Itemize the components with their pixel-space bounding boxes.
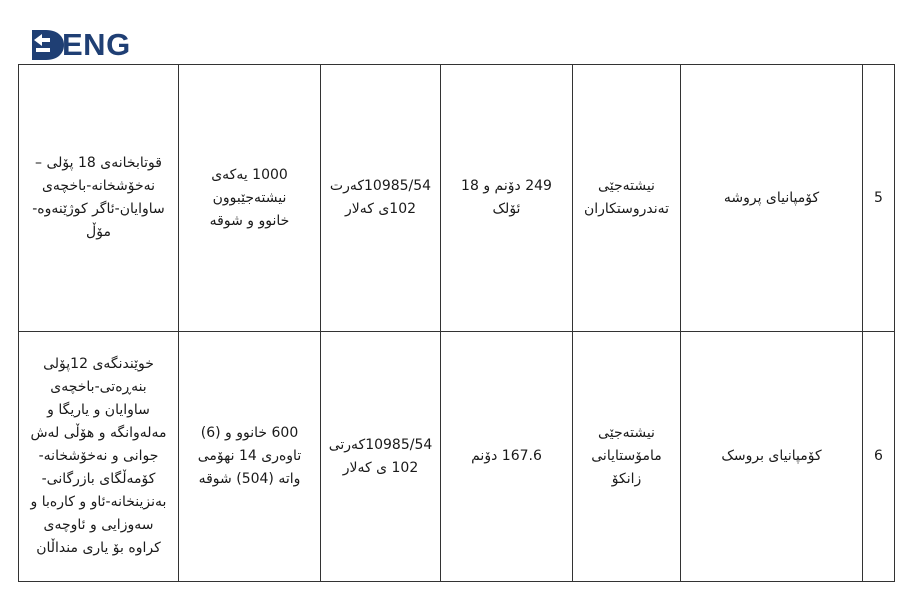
row-number-cell: 5 — [863, 65, 895, 332]
logo-text: ENG — [62, 27, 131, 62]
housing-units-cell: 600 خانوو و (6) تاوەری 14 نهۆمی واتە (504) شوقە — [179, 332, 321, 582]
parcel-cell: 10985/54کەرتی 102 ی کەلار — [321, 332, 441, 582]
table-row — [19, 65, 895, 332]
logo-d-mark — [30, 28, 66, 62]
company-cell: کۆمپانیای بروسک — [681, 332, 863, 582]
table-row — [19, 332, 895, 582]
row-number-cell: 6 — [863, 332, 895, 582]
area-cell: 249 دۆنم و 18 ئۆلک — [441, 65, 573, 332]
company-cell: کۆمپانیای پروشە — [681, 65, 863, 332]
project-name-cell: نیشتەجێی تەندروستکاران — [573, 65, 681, 332]
facilities-cell: خوێندنگەی 12پۆلی بنەڕەتی-باخچەی ساوایان و یاریگا و مەلەوانگە و هۆڵی لەش جوانی و نەخۆشخانە- کۆمەڵگای بازرگانی- بەنزینخانە-ئاو و کارەبا و سەوزایی و ئاوچەی کراوە بۆ یاری منداڵان — [19, 332, 179, 582]
facilities-cell: قوتابخانەی 18 پۆلی – نەخۆشخانە-باخچەی ساوایان-ئاگر کوژێنەوە- مۆڵ — [19, 65, 179, 332]
projects-table — [18, 64, 895, 582]
housing-units-cell: 1000 یەکەی نیشتەجێبوون خانوو و شوقە — [179, 65, 321, 332]
company-logo — [30, 28, 131, 62]
project-name-cell: نیشتەجێی مامۆستایانی زانکۆ — [573, 332, 681, 582]
parcel-cell: 10985/54کەرت 102ی کەلار — [321, 65, 441, 332]
area-cell: 167.6 دۆنم — [441, 332, 573, 582]
